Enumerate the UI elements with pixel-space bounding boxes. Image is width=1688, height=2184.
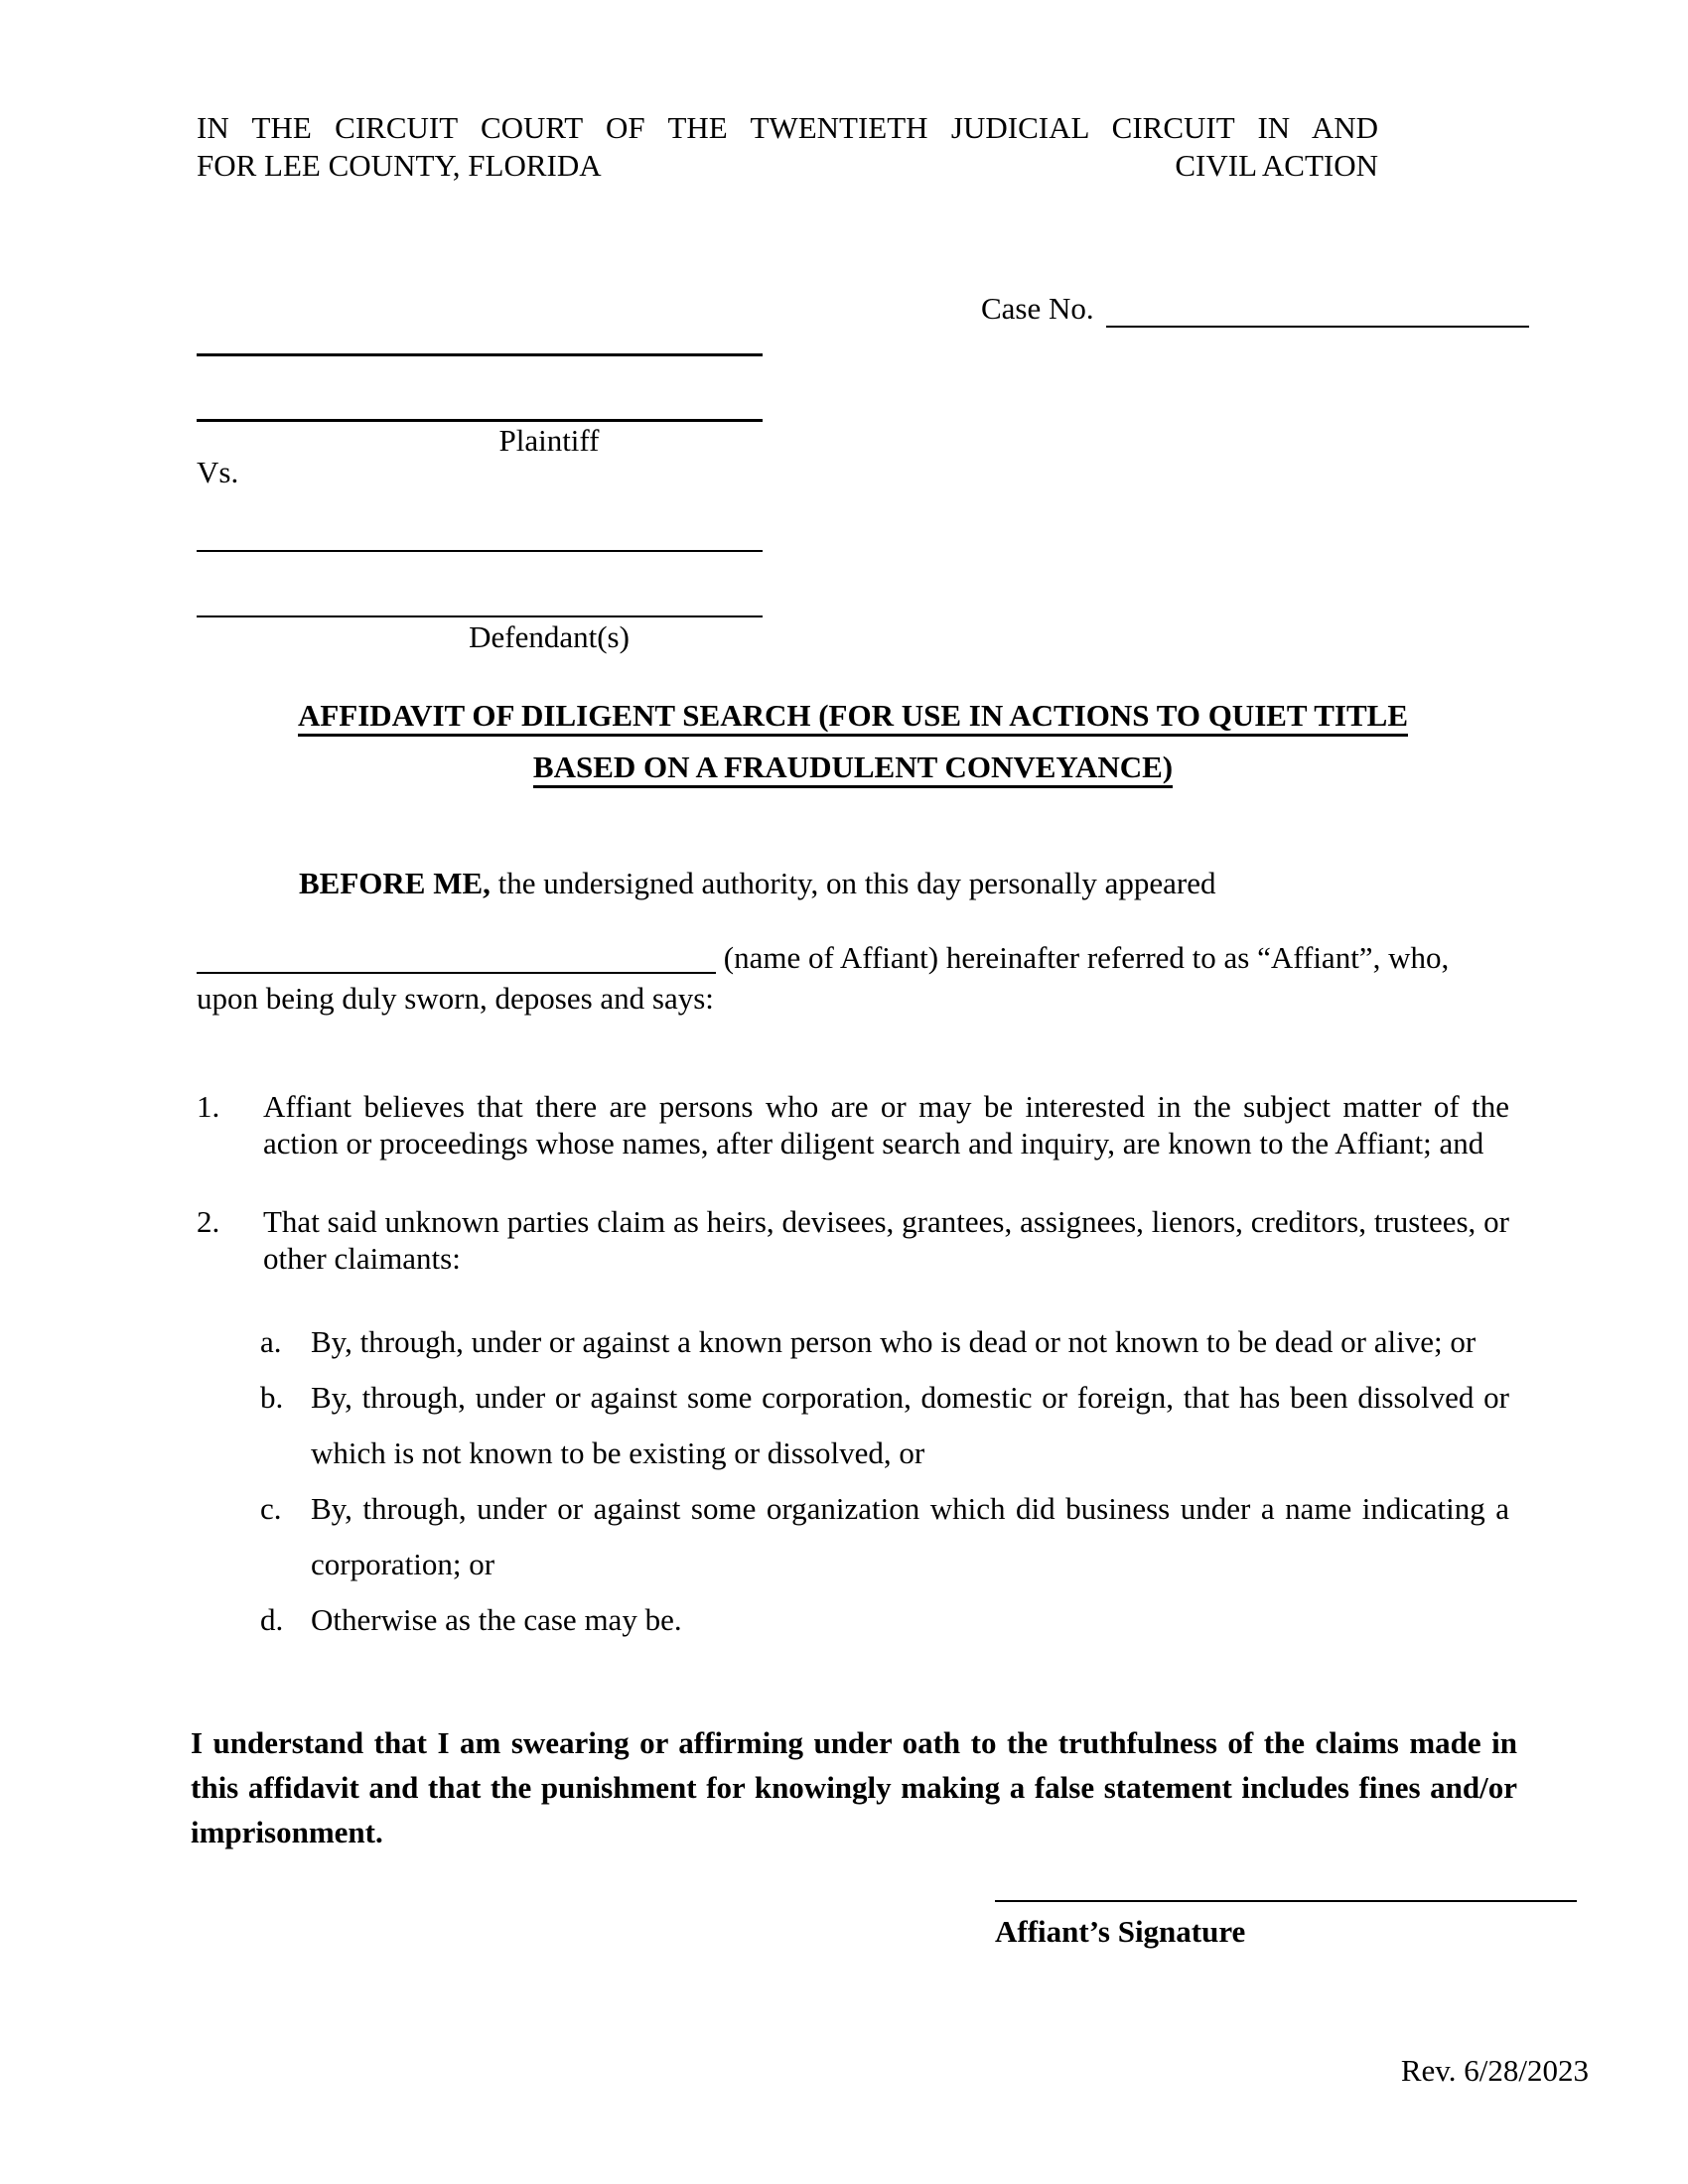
before-me-paragraph xyxy=(197,866,1509,901)
document-title xyxy=(197,690,1509,793)
item-1-text: Affiant believes that there are persons who are or may be interested in the subject matter of the action or proceedings whose names, after diligent search and inquiry, are known to the Affiant; and xyxy=(263,1089,1509,1160)
court-header-county: FOR LEE COUNTY, FLORIDA xyxy=(197,148,602,183)
case-number-blank[interactable] xyxy=(1106,290,1529,328)
affiant-name-paragraph xyxy=(197,937,1537,1019)
item-1 xyxy=(197,1088,1509,1161)
defendant-name-blank-2[interactable] xyxy=(197,576,763,617)
sub-item-c xyxy=(260,1481,1509,1592)
civil-action-label: CIVIL ACTION xyxy=(1175,148,1378,183)
sub-item-a xyxy=(260,1314,1509,1370)
sub-item-a-letter: a. xyxy=(260,1324,282,1359)
document-title-line1-text: AFFIDAVIT OF DILIGENT SEARCH (FOR USE IN ACTIONS TO QUIET TITLE xyxy=(298,698,1408,737)
plaintiff-name-blank-2[interactable] xyxy=(197,379,763,422)
affiant-sworn-text: upon being duly sworn, deposes and says: xyxy=(197,981,714,1016)
affiant-name-blank[interactable] xyxy=(197,938,716,974)
court-header-line1: IN THE CIRCUIT COURT OF THE TWENTIETH JUDICIAL CIRCUIT IN AND xyxy=(197,110,1378,145)
defendant-name-blank-1[interactable] xyxy=(197,510,763,552)
court-header xyxy=(197,109,1378,185)
plaintiff-label: Plaintiff xyxy=(498,423,600,458)
plaintiff-name-blank-1[interactable] xyxy=(197,314,763,356)
lettered-sub-items xyxy=(260,1314,1509,1648)
before-me-lead: BEFORE ME, xyxy=(299,866,491,900)
affiant-name-line xyxy=(197,937,1537,978)
sub-item-b-letter: b. xyxy=(260,1380,284,1415)
before-me-rest: the undersigned authority, on this day personally appeared xyxy=(490,866,1216,900)
sub-item-d xyxy=(260,1592,1509,1648)
oath-statement: I understand that I am swearing or affirming under oath to the truthfulness of the claims made in this affidavit and that the punishment for knowingly making a false statement includes fines and/or imprisonment. xyxy=(191,1725,1517,1849)
affiant-signature-label: Affiant’s Signature xyxy=(995,1914,1246,1949)
sub-item-c-letter: c. xyxy=(260,1491,282,1526)
vs-label: Vs. xyxy=(197,455,239,489)
document-title-line2-text: BASED ON A FRAUDULENT CONVEYANCE) xyxy=(533,750,1173,788)
affiant-signature-blank[interactable] xyxy=(995,1866,1577,1902)
revision-date: Rev. 6/28/2023 xyxy=(1400,2053,1589,2088)
case-number-row xyxy=(981,290,1529,328)
document-title-line1 xyxy=(197,690,1509,742)
item-2 xyxy=(197,1203,1509,1277)
document-title-line2 xyxy=(197,742,1509,793)
sub-item-a-text: By, through, under or against a known person who is dead or not known to be dead or alive; or xyxy=(311,1324,1477,1359)
sub-item-c-text: By, through, under or against some organization which did business under a name indicating a corporation; or xyxy=(311,1491,1509,1581)
case-number-label: Case No. xyxy=(981,291,1094,326)
court-header-line2 xyxy=(197,147,1378,185)
item-2-number: 2. xyxy=(197,1204,220,1239)
affiant-name-text: (name of Affiant) hereinafter referred to as “Affiant”, who, xyxy=(716,940,1450,975)
defendant-label: Defendant(s) xyxy=(469,619,630,654)
sub-item-b-text: By, through, under or against some corporation, domestic or foreign, that has been dissolved or which is not known to be existing or dissolved, or xyxy=(311,1380,1509,1470)
sub-item-d-text: Otherwise as the case may be. xyxy=(311,1602,682,1637)
numbered-items xyxy=(197,1088,1509,1277)
sub-item-d-letter: d. xyxy=(260,1602,284,1637)
sub-item-b xyxy=(260,1370,1509,1481)
item-1-number: 1. xyxy=(197,1089,220,1124)
item-2-text: That said unknown parties claim as heirs, devisees, grantees, assignees, lienors, creditors, trustees, or other claimants: xyxy=(263,1204,1509,1276)
